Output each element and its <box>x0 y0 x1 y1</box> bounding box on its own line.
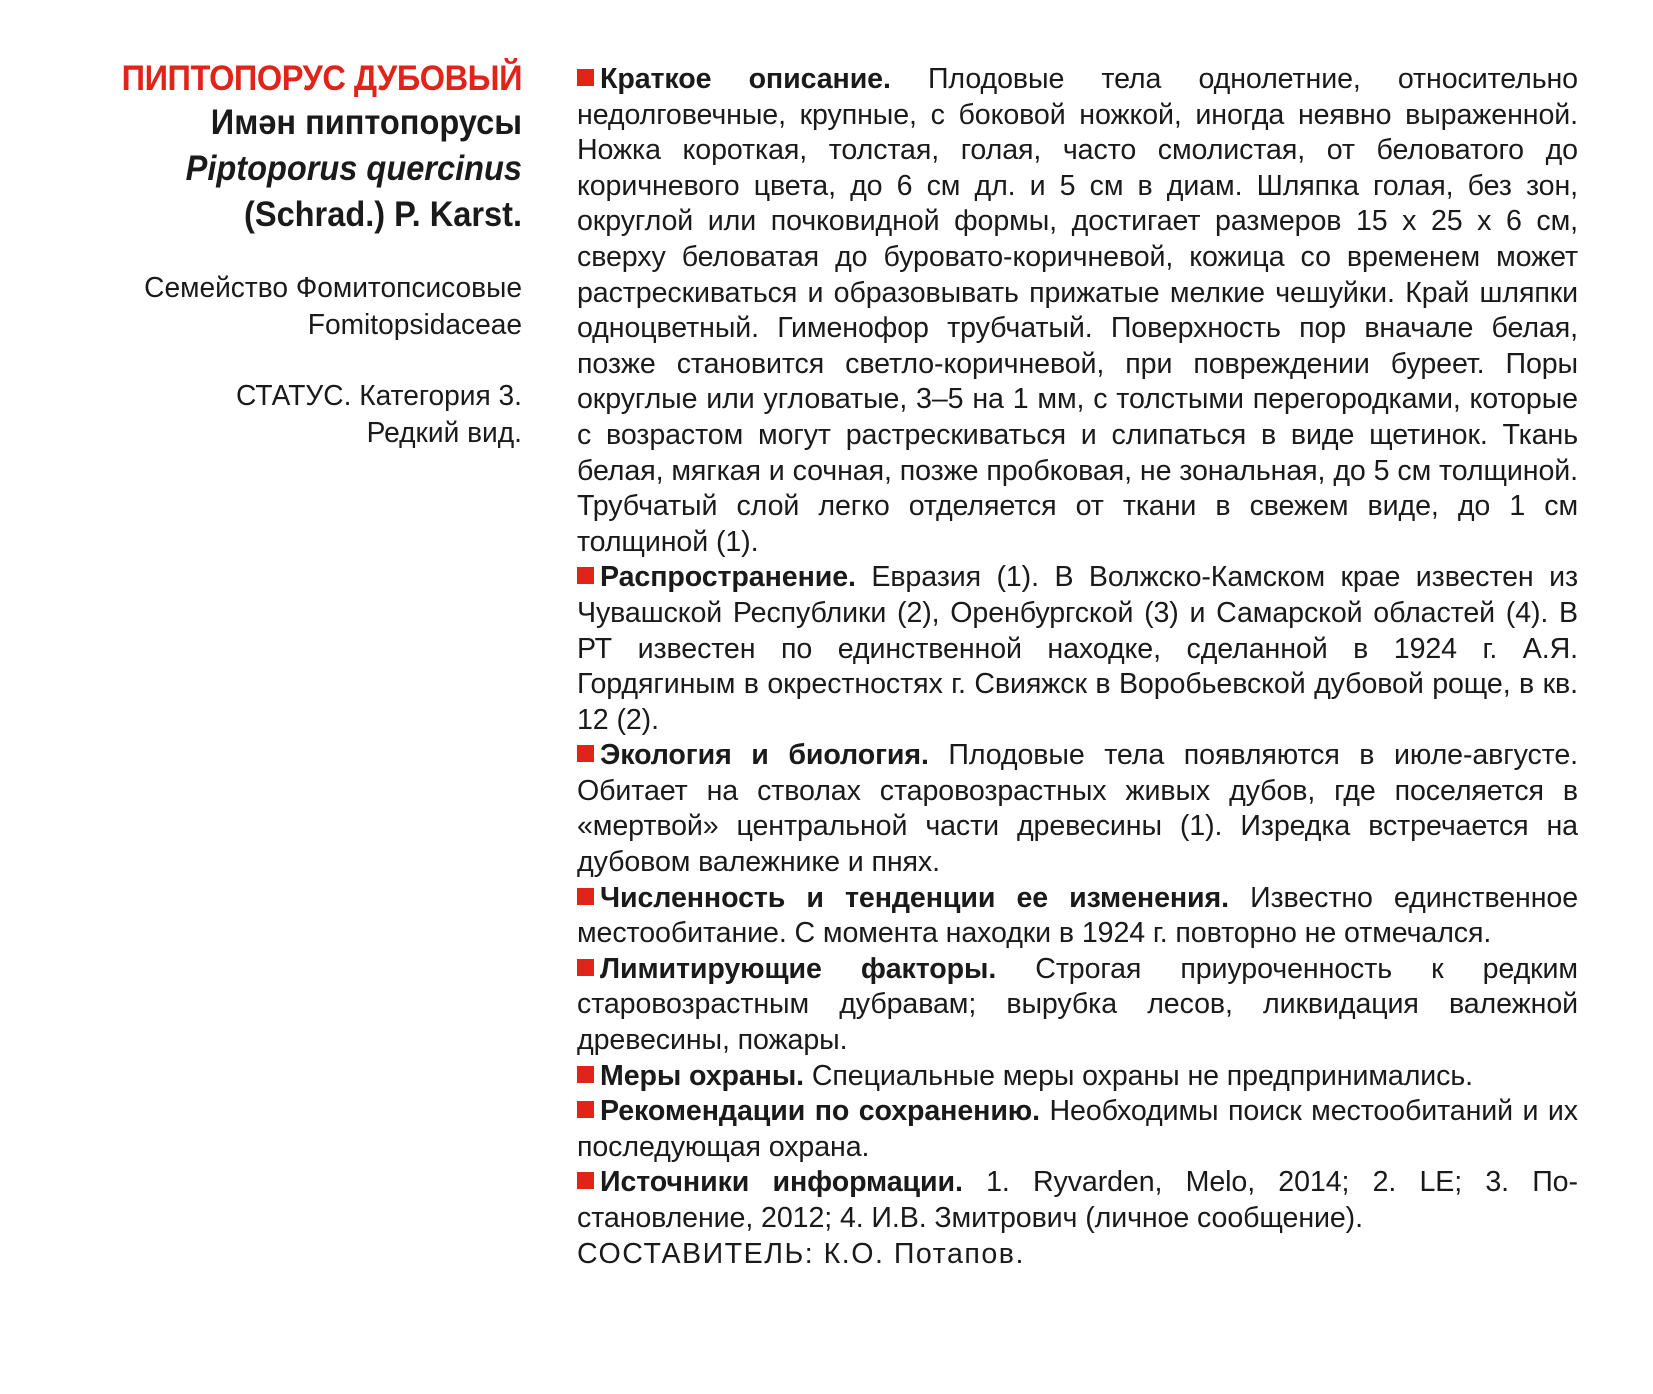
red-square-bullet-icon <box>577 888 594 905</box>
status-category: СТАТУС. Категория 3. <box>236 380 522 412</box>
section-sources <box>577 1165 1578 1236</box>
section-text: Строгая приуроченность к редким старовозрастным дубравам; вырубка лесов, ликвидация валежной древесины, пожары. <box>577 952 1578 1057</box>
section-text: 1. Ryvarden, Melo, 2014; 2. LE; 3. Постановление, 2012; 4. И.В. Змитрович (личное сообщение). <box>577 1166 1579 1234</box>
species-title-tatar: Имəн пиптопорусы <box>210 103 522 142</box>
family-latin: Fomitopsidaceae <box>307 309 522 341</box>
species-article <box>577 62 1578 1272</box>
section-text: Необходимы поиск местообитаний и их последующая охрана. <box>577 1095 1578 1163</box>
section-heading: Краткое описание. <box>600 63 891 95</box>
section-text: Плодовые тела появляются в июле-августе. Обитает на стволах старовозрастных живых дубов, где поселяется в «мертвой» центральной части древесины (1). Изредка встречается на дубовом валежнике и пнях. <box>577 739 1578 879</box>
red-square-bullet-icon <box>577 745 594 762</box>
section-text: Евразия (1). В Волжско-Камском крае известен из Чувашской Республики (2), Оренбургской (3) и Самарской областей (4). В РТ известен по единственной находке, сделанной в 1924 г. А.Я. Гордягиным в окрестностях г. Свияжск в Воробьевской дубовой роще, в кв. 12 (2). <box>577 561 1578 736</box>
section-text: Известно единственное местообитание. С момента находки в 1924 г. повторно не отмечался. <box>577 881 1579 950</box>
section-heading: Источники информации. <box>600 1166 963 1199</box>
section-heading: Меры охраны. <box>600 1059 805 1092</box>
species-latin-author: (Schrad.) P. Karst. <box>244 195 522 234</box>
section-protection-measures <box>577 1059 1578 1095</box>
red-square-bullet-icon <box>577 1066 594 1083</box>
red-square-bullet-icon <box>577 1172 594 1189</box>
red-square-bullet-icon <box>577 567 594 584</box>
section-heading: Распространение. <box>600 561 856 594</box>
species-title-russian: ПИПТОПОРУС ДУБОВЫЙ <box>121 59 522 98</box>
section-heading: Лимитирующие факторы. <box>600 952 997 985</box>
species-latin-name: Piptoporus quercinus <box>185 149 522 188</box>
red-square-bullet-icon <box>577 959 594 976</box>
section-description <box>577 62 1578 560</box>
species-header <box>60 58 522 452</box>
status-description: Редкий вид. <box>366 417 522 449</box>
section-text: Специальные меры охраны не предпринимались. <box>804 1059 1474 1092</box>
section-ecology <box>577 738 1578 880</box>
section-recommendations <box>577 1094 1578 1165</box>
section-limiting-factors <box>577 952 1578 1059</box>
status-block <box>74 378 522 452</box>
section-abundance <box>577 881 1578 952</box>
compiler-line: СОСТАВИТЕЛЬ: К.О. Потапов. <box>577 1237 1025 1270</box>
section-heading: Численность и тенденции ее изменения. <box>600 881 1229 914</box>
family-block <box>74 270 522 344</box>
section-heading: Рекомендации по сохранению. <box>600 1095 1040 1128</box>
family-russian: Семейство Фомитопсисовые <box>144 272 523 304</box>
red-square-bullet-icon <box>577 69 594 86</box>
section-distribution <box>577 560 1578 738</box>
red-square-bullet-icon <box>577 1101 594 1118</box>
section-text: Плодовые тела однолетние, относительно недолговечные, крупные, с боковой ножкой, иногда неявно выраженной. Ножка короткая, толстая, голая, часто смолистая, от беловатого до коричневого цвета, до 6 см дл. и 5 см в диам. Шляпка голая, без зон, округлой или почковидной формы, достигает размеров 15 х 25 х 6 см, сверху беловатая до буровато-коричневой, кожица со временем может растрескиваться и образовывать прижатые мелкие чешуйки. Край шляпки одноцветный. Гименофор трубчатый. Поверхность пор вначале белая, позже становится светло-коричневой, при повреждении буреет. Поры округлые или угловатые, 3–5 на 1 мм, с толстыми перегородками, которые с возрастом могут растрескиваться и слипаться в виде щетинок. Ткань белая, мягкая и сочная, позже пробковая, не зональная, до 5 см толщиной. Трубчатый слой легко отделяется от ткани в свежем виде, до 1 см толщиной (1). <box>577 63 1578 558</box>
section-heading: Экология и биология. <box>600 739 929 772</box>
